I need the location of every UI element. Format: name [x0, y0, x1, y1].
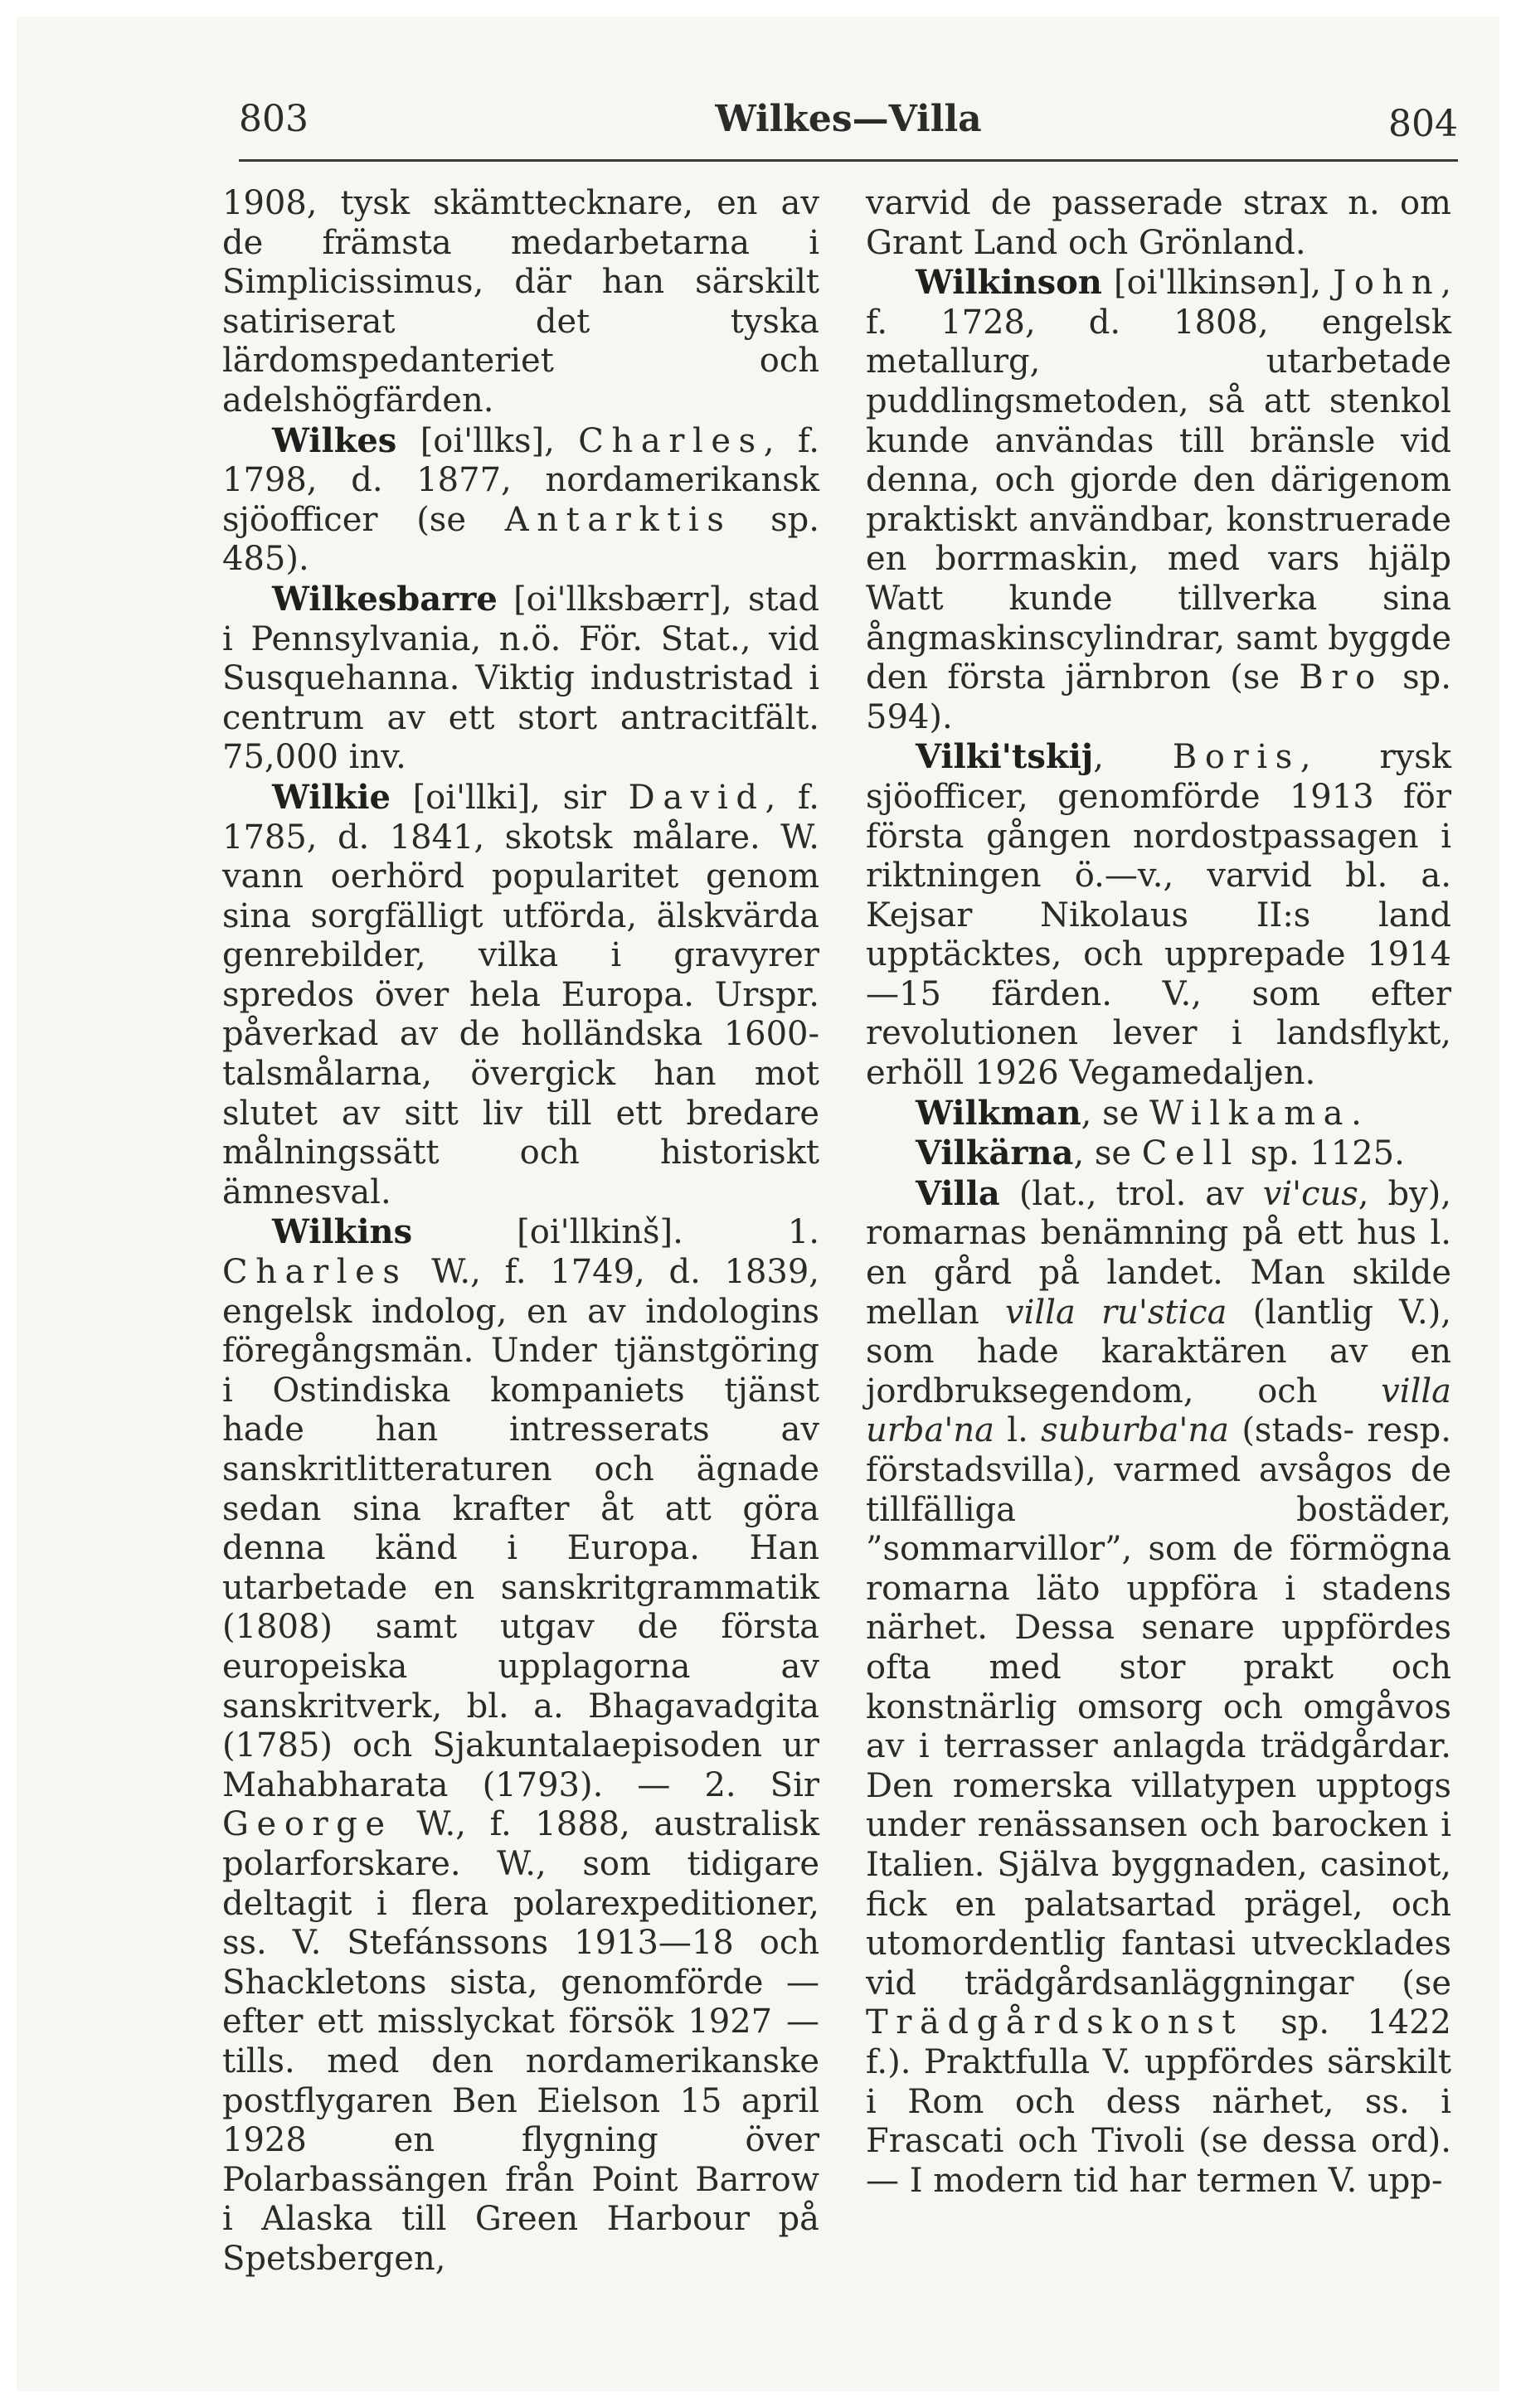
headword: Wilkins [272, 1212, 413, 1252]
headword: Wilkie [272, 777, 391, 817]
given-name: David [628, 778, 765, 817]
entry-text: sp. 594). [866, 658, 1451, 736]
left-column [222, 184, 819, 2279]
entry-wilkes [222, 421, 819, 580]
headword: Vilki'tskij [916, 737, 1094, 777]
headword: Wilkinson [916, 263, 1102, 303]
latin-term: vi'cus [1262, 1174, 1358, 1213]
given-name: John [1333, 264, 1441, 303]
entry-text: varvid de passerade strax n. om Grant Land och Grönland. [866, 184, 1451, 262]
entry-text: , f. 1785, d. 1841, skotsk målare. W. vann oerhörd popularitet genom sina sorgfälligt utförda, älskvärda genrebilder, vilka i gravyrer spredos över hela Europa. Urspr. påverkad av de holländska 1600-talsmålarna, övergick han mot slutet av sitt liv till ett bredare målningssätt och historiskt ämnesval. [222, 778, 819, 1211]
entry-text: sp. 1125. [1240, 1134, 1405, 1173]
latin-term: villa urba'na [866, 1371, 1451, 1450]
given-name: Boris [1172, 738, 1300, 777]
entry-wilkins [222, 1212, 819, 2279]
pronunciation: [oi'llkinš]. 1. [412, 1213, 819, 1252]
entry-text: , se [1073, 1134, 1142, 1173]
headword: Vilkärna [916, 1134, 1074, 1173]
entry-text: (lat., trol. av [999, 1174, 1263, 1213]
headword: Wilkman [916, 1093, 1081, 1133]
entry-text: , se [1081, 1094, 1149, 1133]
given-name: Charles [222, 1253, 408, 1292]
entry-text: [oi'llksbærr], stad i Pennsylvania, n.ö. För. Stat., vid Susquehanna. Viktig industristad i centrum av ett stort antracitfält. 75,000 inv. [222, 580, 819, 777]
entry-text: 1908, tysk skämttecknare, en av de främsta medarbetarna i Simplicissimus, där han särskilt satiriserat det tyska lärdomspedanteriet och adelshögfärden. [222, 184, 819, 420]
cross-reference: Wilkama [1149, 1094, 1352, 1133]
given-name: Charles [578, 421, 764, 460]
latin-term: villa ru'stica [1004, 1293, 1227, 1332]
cross-reference: Antarktis [504, 500, 732, 539]
page-header [239, 98, 1458, 164]
entry-wilkesbarre [222, 580, 819, 778]
cross-reference: Cell [1141, 1134, 1241, 1173]
entry-wilkinson [866, 263, 1451, 737]
entry-vilkitskij [866, 737, 1451, 1093]
cross-reference: Bro [1299, 658, 1383, 697]
headword: Wilkesbarre [272, 579, 498, 619]
entry-continuation [866, 184, 1451, 263]
cross-reference: Trädgårdskonst [866, 2003, 1244, 2042]
entry-wilkie [222, 778, 819, 1213]
entry-continuation [222, 184, 819, 421]
entry-text: , f. 1798, d. 1877, nordamerikansk sjöofficer (se [222, 421, 819, 539]
given-name: George [222, 1805, 393, 1844]
entry-text: , by), romarnas benämning på ett hus l. en gård på landet. Man skilde mellan [866, 1174, 1452, 1332]
latin-term: suburba'na [1041, 1411, 1229, 1450]
left-page-number: 803 [239, 98, 309, 140]
header-rule [239, 159, 1458, 162]
entry-text: , [1093, 738, 1173, 777]
right-column [866, 184, 1451, 2201]
running-title: Wilkes—Villa [715, 98, 982, 140]
entry-villa [866, 1174, 1451, 2201]
entry-text: (lantlig V.), som hade karaktären av en jordbruksegendom, och [866, 1293, 1452, 1410]
entry-text: sp. 1422 f.). Praktfulla V. uppfördes särskilt i Rom och dess närhet, ss. i Frascati och Tivoli (se dessa ord). — I modern tid har termen V. upp- [866, 2003, 1451, 2200]
entry-wilkman [866, 1094, 1451, 1134]
entry-text: , f. 1728, d. 1808, engelsk metallurg, utarbetade puddlingsmetoden, så att stenkol kunde användas till bränsle vid denna, och gjorde den därigenom praktiskt användbar, konstruerade en borrmaskin, med vars hjälp Watt kunde tillverka sina ångmaskinscylindrar, samt byggde den första järnbron (se [866, 264, 1451, 697]
right-page-number: 804 [1388, 103, 1458, 145]
entry-text: (stads- resp. förstadsvilla), varmed avsågos de tillfälliga bostäder, ”sommarvillor”, som de förmögna romarna läto uppföra i stadens närhet. Dessa senare uppfördes ofta med stor prakt och konstnärlig omsorg och omgåvos av i terrasser anlagda trädgårdar. Den romerska villatypen upptogs under renässansen och barocken i Italien. Själva byggnaden, casinot, fick en palatsartad prägel, och utomordentlig fantasi utvecklades vid trädgårdsanläggningar (se [866, 1411, 1451, 2003]
headword: Villa [916, 1173, 1000, 1213]
pronunciation: [oi'llks], [396, 421, 579, 460]
headword: Wilkes [272, 420, 397, 460]
entry-text: . [1351, 1094, 1362, 1133]
entry-text: W., f. 1749, d. 1839, engelsk indolog, en av indologins föregångsmän. Under tjänstgöring i Ostindiska kompaniets tjänst hade han intresserats av sanskritlitteraturen och ägnade sedan sina krafter åt att göra denna känd i Europa. Han utarbetade en sanskritgrammatik (1808) samt utgav de första europeiska upplagorna av sanskritverk, bl. a. Bhagavadgita (1785) och Sjakuntalaepisoden ur Mahabharata (1793). — 2. Sir [222, 1253, 819, 1804]
pronunciation: [oi'llki], sir [390, 778, 629, 817]
pronunciation: [oi'llkinsən], [1101, 264, 1334, 303]
entry-text: sp. 485). [222, 500, 820, 579]
entry-text: l. [994, 1411, 1042, 1450]
entry-text: W., f. 1888, australisk polarforskare. W., som tidigare deltagit i flera polarexpeditioner, ss. V. Stefánssons 1913—18 och Shackletons sista, genomförde — efter ett misslyckat försök 1927 — tills. med den nordamerikanske postflygaren Ben Eielson 15 april 1928 en flygning över Polarbassängen från Point Barrow i Alaska till Green Harbour på Spetsbergen, [222, 1805, 819, 2278]
entry-vilkarna [866, 1134, 1451, 1174]
entry-text: , rysk sjöofficer, genomförde 1913 för första gången nordostpassagen i riktningen ö.—v., varvid bl. a. Kejsar Nikolaus II:s land upptäcktes, och upprepade 1914—15 färden. V., som efter revolutionen lever i landsflykt, erhöll 1926 Vegamedaljen. [866, 738, 1451, 1093]
